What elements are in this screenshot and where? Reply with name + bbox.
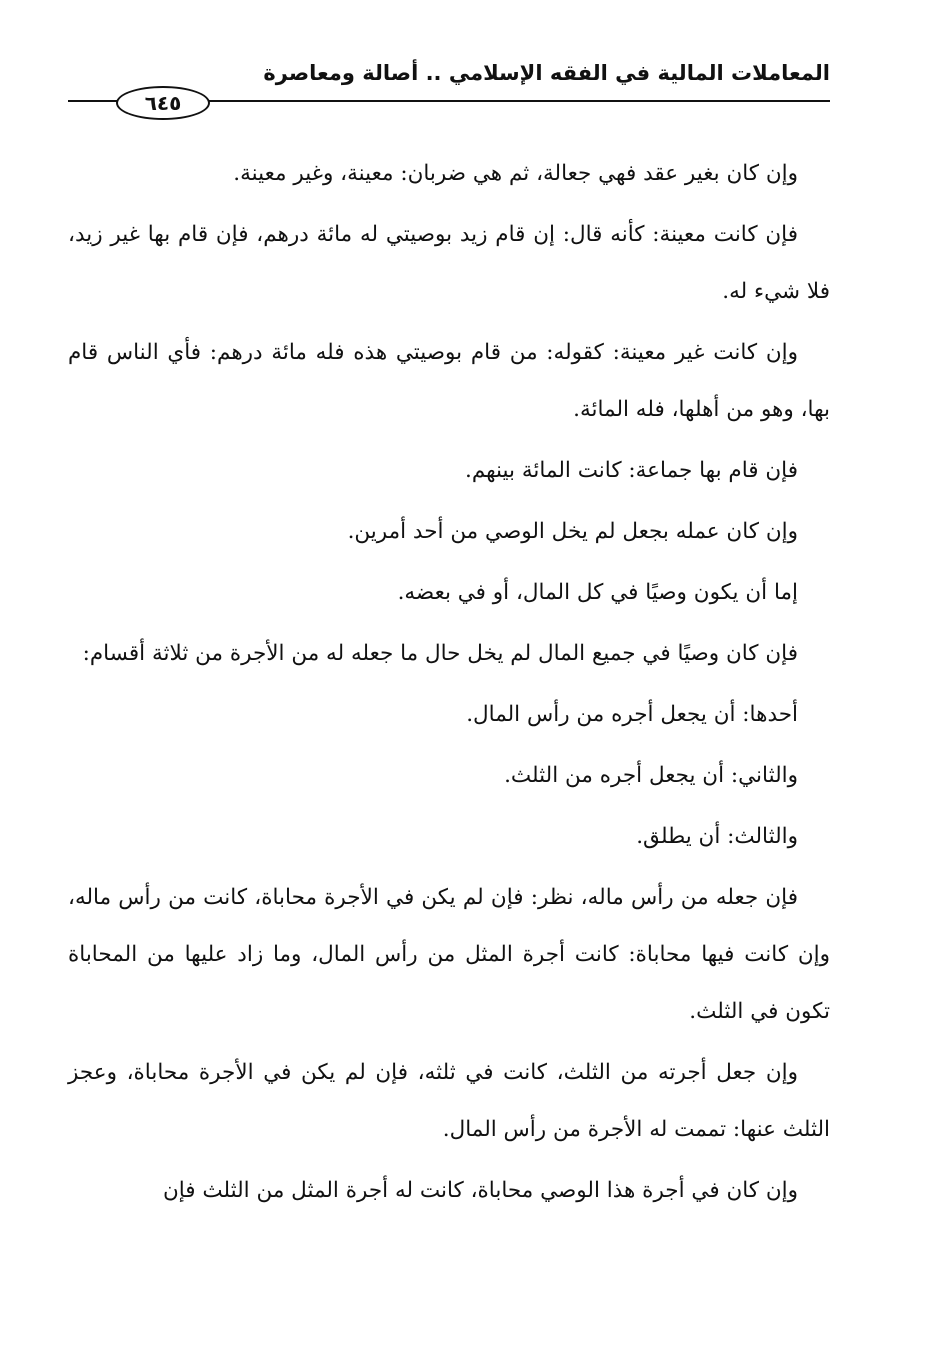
page-number-badge: ٦٤٥ (116, 86, 210, 120)
paragraph: فإن قام بها جماعة: كانت المائة بينهم. (465, 458, 798, 483)
paragraph: فإن كان وصيًا في جميع المال لم يخل حال ما جعله له من الأجرة من ثلاثة أقسام: (82, 641, 798, 666)
paragraph: وإن كانت غير معينة: كقوله: من قام بوصيتي هذه فله مائة درهم: فأي الناس قام بها، وهو من أهلها، فله المائة. (68, 340, 830, 422)
body-text (68, 145, 830, 1223)
paragraph: وإن كان في أجرة هذا الوصي محاباة، كانت له أجرة المثل من الثلث فإن (162, 1178, 798, 1203)
paragraph: فإن جعله من رأس ماله، نظر: فإن لم يكن في الأجرة محاباة، كانت من رأس ماله، وإن كانت فيها محاباة: كانت أجرة المثل من رأس المال، وما زاد عليها من المحاباة تكون في الثلث. (68, 885, 830, 1024)
paragraph: وإن جعل أجرته من الثلث، كانت في ثلثه، فإن لم يكن في الأجرة محاباة، وعجز الثلث عنها: تممت له الأجرة من رأس المال. (68, 1060, 830, 1142)
paragraph: وإن كان بغير عقد فهي جعالة، ثم هي ضربان: معينة، وغير معينة. (233, 161, 798, 186)
paragraph: فإن كانت معينة: كأنه قال: إن قام زيد بوصيتي له مائة درهم، فإن قام بها غير زيد، فلا شيء له. (68, 222, 830, 304)
paragraph: والثاني: أن يجعل أجره من الثلث. (504, 763, 798, 788)
paragraph: أحدها: أن يجعل أجره من رأس المال. (466, 702, 798, 727)
paragraph: إما أن يكون وصيًا في كل المال، أو في بعضه. (397, 580, 798, 605)
running-header-title: المعاملات المالية في الفقه الإسلامي .. أصالة ومعاصرة (263, 61, 830, 85)
paragraph: والثالث: أن يطلق. (636, 824, 798, 849)
paragraph: وإن كان عمله بجعل لم يخل الوصي من أحد أمرين. (347, 519, 798, 544)
